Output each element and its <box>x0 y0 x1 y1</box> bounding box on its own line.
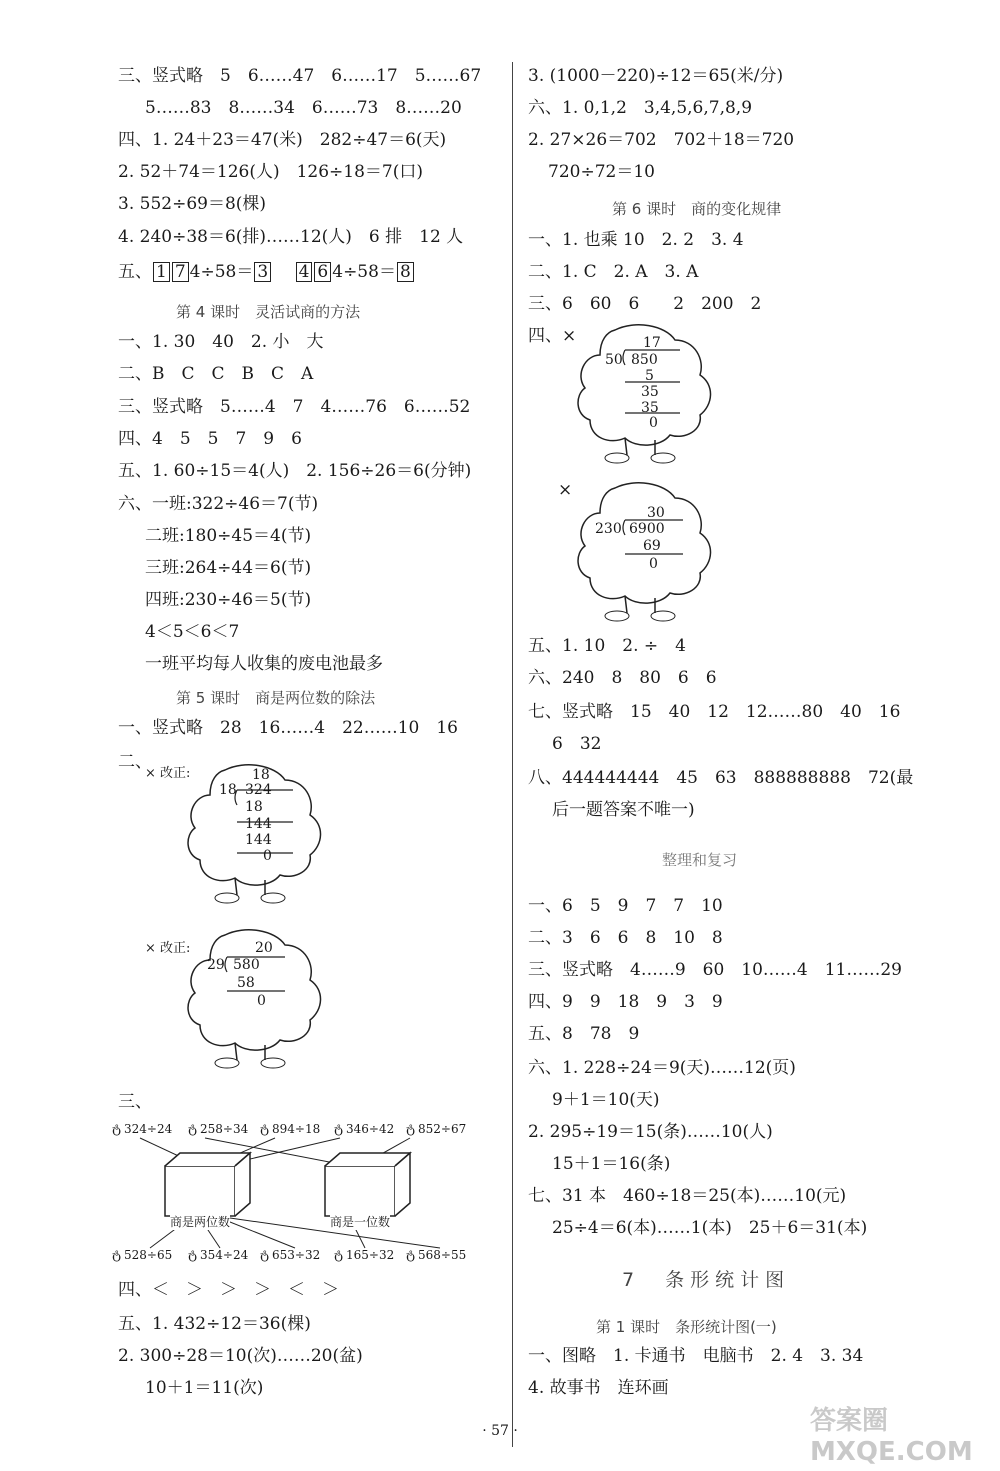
divisor: 29 <box>207 957 225 973</box>
quotient: 17 <box>643 335 661 351</box>
answer-line: 三、6 60 6 2 200 2 <box>528 294 762 314</box>
lesson-heading: 第 5 课时 商是两位数的除法 <box>176 689 376 707</box>
answer-line: 二、 <box>118 752 152 772</box>
answer-line: 后一题答案不唯一) <box>552 800 695 820</box>
answer-line: 八、444444444 45 63 888888888 72(最 <box>528 768 914 788</box>
apple-icon: ტ <box>260 1122 269 1136</box>
answer-line: 3. 552÷69＝8(棵) <box>118 194 267 214</box>
answer-line: 四班:230÷46＝5(节) <box>145 590 312 610</box>
answer-line: 二班:180÷45＝4(节) <box>145 526 312 546</box>
matching-exercise <box>110 1118 490 1268</box>
divisor: 18 <box>219 782 237 798</box>
apple-icon: ტ <box>406 1248 415 1262</box>
step: 144 <box>245 816 272 832</box>
dividend: 580 <box>233 957 260 973</box>
line-prefix: 五、 <box>118 262 152 282</box>
lesson-heading: 第 1 课时 条形统计图(一) <box>596 1318 777 1336</box>
step: 35 <box>641 384 659 400</box>
expr: 4÷58＝ <box>332 262 396 282</box>
answer-line: 720÷72＝10 <box>548 162 655 182</box>
expr: 568÷55 <box>418 1248 467 1262</box>
watermark: 答案圈 MXQE.COM <box>810 1406 973 1467</box>
answer-line: 二、3 6 6 8 10 8 <box>528 928 723 948</box>
tree-division-illustration <box>545 478 745 628</box>
step: 5 <box>645 368 654 384</box>
answer-line: 15＋1＝16(条) <box>552 1154 671 1174</box>
expr: 852÷67 <box>418 1122 467 1136</box>
expr: 894÷18 <box>272 1122 321 1136</box>
matching-lines <box>110 1118 490 1268</box>
apple-icon: ტ <box>260 1248 269 1262</box>
answer-line: 三、竖式略 5 6……47 6……17 5……67 <box>118 66 482 86</box>
digit-box: 3 <box>254 262 271 282</box>
apple-icon: ტ <box>334 1122 343 1136</box>
unit-heading: 7 条形统计图 <box>622 1269 791 1291</box>
answer-line: 9＋1＝10(天) <box>552 1090 660 1110</box>
fix-label: × 改正: <box>145 766 191 781</box>
answer-line: 2. 295÷19＝15(条)……10(人) <box>528 1122 773 1142</box>
answer-line: 一、1. 30 40 2. 小 大 <box>118 332 324 352</box>
expr: 346÷42 <box>346 1122 395 1136</box>
apple-icon: ტ <box>112 1122 121 1136</box>
tree-division-illustration <box>145 925 345 1075</box>
answer-line: 一、1. 也乘 10 2. 2 3. 4 <box>528 230 744 250</box>
tree-division-illustration <box>545 320 745 470</box>
answer-line: 4. 240÷38＝6(排)……12(人) 6 排 12 人 <box>118 227 464 247</box>
tree-division-illustration <box>145 760 345 910</box>
digit-box: 1 <box>153 262 170 282</box>
apple-icon: ტ <box>112 1248 121 1262</box>
answer-line: 二、1. C 2. A 3. A <box>528 262 699 282</box>
apple-icon: ტ <box>188 1248 197 1262</box>
column-divider <box>512 62 513 1447</box>
dividend: 6900 <box>629 521 665 537</box>
answer-line: 五、1. 60÷15＝4(人) 2. 156÷26＝6(分钟) <box>118 461 472 481</box>
quotient: 30 <box>647 505 665 521</box>
answer-line: 10＋1＝11(次) <box>145 1378 264 1398</box>
section-heading: 整理和复习 <box>662 851 738 869</box>
answer-line: 二、B C C B C A <box>118 364 314 384</box>
answer-line: 三、竖式略 4……9 60 10……4 11……29 <box>528 960 902 980</box>
step: 0 <box>649 556 658 572</box>
digit-box: 7 <box>172 262 189 282</box>
answer-line: 五、1. 432÷12＝36(棵) <box>118 1314 311 1334</box>
answer-line: 七、31 本 460÷18＝25(本)……10(元) <box>528 1186 847 1206</box>
answer-line: 3. (1000－220)÷12＝65(米/分) <box>528 66 784 86</box>
step: 69 <box>643 538 661 554</box>
answer-line: 六、一班:322÷46＝7(节) <box>118 494 319 514</box>
answer-line: 三、 <box>118 1092 152 1112</box>
answer-line: 四、1. 24＋23＝47(米) 282÷47＝6(天) <box>118 130 447 150</box>
box-label: 商是两位数 <box>170 1215 231 1229</box>
fix-label: × 改正: <box>145 941 191 956</box>
expr: 324÷24 <box>124 1122 173 1136</box>
answer-line: 六、1. 0,1,2 3,4,5,6,7,8,9 <box>528 98 753 118</box>
answer-line: 三班:264÷44＝6(节) <box>145 558 312 578</box>
quotient: 18 <box>252 767 270 783</box>
expr: 528÷65 <box>124 1248 173 1262</box>
answer-line: 5……83 8……34 6……73 8……20 <box>145 98 462 118</box>
digit-box: 4 <box>296 262 313 282</box>
step: 35 <box>641 400 659 416</box>
step: 0 <box>649 415 658 431</box>
step: 0 <box>257 993 266 1009</box>
lesson-heading: 第 4 课时 灵活试商的方法 <box>176 303 361 321</box>
expr: 354÷24 <box>200 1248 249 1262</box>
expr: 258÷34 <box>200 1122 249 1136</box>
answer-line: 4. 故事书 连环画 <box>528 1378 669 1398</box>
answer-line: 2. 52＋74＝126(人) 126÷18＝7(口) <box>118 162 424 182</box>
answer-line: 一、竖式略 28 16……4 22……10 16 <box>118 718 458 738</box>
quotient: 20 <box>255 940 273 956</box>
answer-line: 六、1. 228÷24＝9(天)……12(页) <box>528 1058 796 1078</box>
apple-icon: ტ <box>188 1122 197 1136</box>
answer-line: 五、1. 10 2. ÷ 4 <box>528 636 686 656</box>
answer-line: 一、图略 1. 卡通书 电脑书 2. 4 3. 34 <box>528 1346 864 1366</box>
divisor: 230 <box>595 521 622 537</box>
expr: 653÷32 <box>272 1248 321 1262</box>
answer-line: 一、6 5 9 7 7 10 <box>528 896 723 916</box>
answer-line: 四、＜ ＞ ＞ ＞ ＜ ＞ <box>118 1280 339 1300</box>
apple-icon: ტ <box>406 1122 415 1136</box>
expr: 165÷32 <box>346 1248 395 1262</box>
step: 18 <box>245 799 263 815</box>
digit-box: 8 <box>397 262 414 282</box>
lesson-heading: 第 6 课时 商的变化规律 <box>612 200 782 218</box>
answer-line: 四、× <box>528 326 577 346</box>
digit-box: 6 <box>314 262 331 282</box>
step: 144 <box>245 832 272 848</box>
answer-line: 2. 27×26＝702 702＋18＝720 <box>528 130 795 150</box>
answer-line: 四、4 5 5 7 9 6 <box>118 429 302 449</box>
answer-line: 4＜5＜6＜7 <box>145 622 240 642</box>
answer-line: × <box>558 480 573 500</box>
answer-line: 七、竖式略 15 40 12 12……80 40 16 <box>528 702 901 722</box>
answer-line: 三、竖式略 5……4 7 4……76 6……52 <box>118 397 471 417</box>
answer-line-boxes <box>118 262 415 282</box>
expr: 4÷58＝ <box>189 262 254 282</box>
answer-line: 2. 300÷28＝10(次)……20(盆) <box>118 1346 363 1366</box>
page-number: · 57 · <box>482 1423 518 1439</box>
box-label: 商是一位数 <box>330 1215 391 1229</box>
answer-line: 一班平均每人收集的废电池最多 <box>145 654 383 674</box>
answer-line: 六、240 8 80 6 6 <box>528 668 717 688</box>
answer-line: 五、8 78 9 <box>528 1024 640 1044</box>
apple-icon: ტ <box>334 1248 343 1262</box>
answer-line: 四、9 9 18 9 3 9 <box>528 992 723 1012</box>
step: 0 <box>263 848 272 864</box>
answer-line: 25÷4＝6(本)……1(本) 25＋6＝31(本) <box>552 1218 868 1238</box>
answer-line: 6 32 <box>552 734 602 754</box>
divisor: 50 <box>605 352 623 368</box>
step: 58 <box>237 975 255 991</box>
dividend: 324 <box>245 782 272 798</box>
dividend: 850 <box>631 352 658 368</box>
